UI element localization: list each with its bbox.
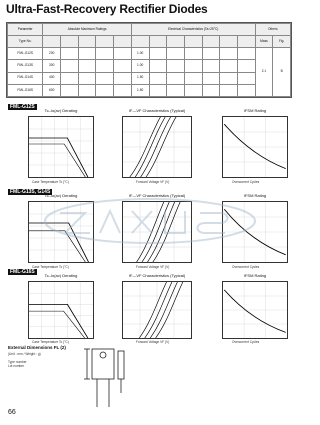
row-vrm-g13s: 300 xyxy=(43,60,61,72)
ext-note-type: Type number xyxy=(8,360,27,364)
others-header: Others xyxy=(255,24,290,36)
package-outline-drawing xyxy=(80,345,128,417)
row-tp-g14s: 1.50 xyxy=(131,72,149,84)
ext-dim-notes xyxy=(8,360,27,368)
vf-title-3: IF—VF Characteristics (Typical) xyxy=(128,273,186,278)
mass-header: Mass xyxy=(255,36,273,48)
ext-dim-title: External Dimensions FL (2) xyxy=(8,345,66,350)
vf-xlabel-3: Forward Voltage VF (V) xyxy=(136,340,170,344)
vf-xlabel-2: Forward Voltage VF (V) xyxy=(136,265,170,269)
fig-value: B xyxy=(273,48,291,97)
ifsm-title-3: IFSM Rating xyxy=(243,273,267,278)
row-type-g14s: FML-G14S xyxy=(8,72,43,84)
page-title: Ultra-Fast-Recovery Rectifier Diodes xyxy=(6,2,208,16)
derating-title-1: Tc–Io(av) Derating xyxy=(44,108,78,113)
row-tp-g16s: 1.50 xyxy=(131,84,149,96)
vf-title-1: IF—VF Characteristics (Typical) xyxy=(128,108,186,113)
derating-chart-1 xyxy=(28,108,94,184)
section-label-g13s-g14s: FML-G13S, G14S xyxy=(10,189,51,195)
ext-dim-unit: (Unit : mm / Weight : g) xyxy=(8,352,41,356)
derating-title-3: Tc–Io(av) Derating xyxy=(44,273,78,278)
spec-table xyxy=(6,22,292,98)
row-vrm-g16s: 600 xyxy=(43,84,61,96)
fig-header: Fig. xyxy=(273,36,291,48)
derating-chart-2 xyxy=(28,193,94,269)
row-type-g13s: FML-G13S xyxy=(8,60,43,72)
elec-char-header: Electrical Characteristics (Ta=25°C) xyxy=(131,24,255,36)
row-type-g16s: FML-G16S xyxy=(8,84,43,96)
ifsm-xlabel-2: Overcurrent Cycles xyxy=(232,265,260,269)
ext-note-lot: Lot number xyxy=(8,364,25,368)
row-tp-g13s: 1.00 xyxy=(131,60,149,72)
mass-value: 2.1 xyxy=(255,48,273,97)
vf-chart-3 xyxy=(122,273,192,344)
vf-xlabel-1: Forward Voltage VF (V) xyxy=(136,180,170,184)
derating-title-2: Tc–Io(av) Derating xyxy=(44,193,78,198)
page-number: 66 xyxy=(8,409,16,416)
section-label-g16s: FML-G16S xyxy=(10,269,35,275)
derating-xlabel-3: Case Temperature Tc (°C) xyxy=(32,340,69,344)
row-vrm-g12s: 200 xyxy=(43,48,61,60)
vf-title-2: IF—VF Characteristics (Typical) xyxy=(128,193,186,198)
vf-chart-1 xyxy=(122,108,192,184)
ifsm-title-2: IFSM Rating xyxy=(243,193,267,198)
ifsm-title-1: IFSM Rating xyxy=(243,108,267,113)
abs-max-header: Absolute Maximum Ratings xyxy=(43,24,131,36)
section-label-g12s: FML-G12S xyxy=(10,104,35,110)
param-header: Parameter xyxy=(8,24,43,36)
ifsm-chart-3 xyxy=(222,273,288,344)
ifsm-chart-2 xyxy=(222,193,288,269)
row-tp-g12s: 1.00 xyxy=(131,48,149,60)
derating-xlabel-2: Case Temperature Tc (°C) xyxy=(32,265,69,269)
derating-xlabel-1: Case Temperature Tc (°C) xyxy=(32,180,69,184)
row-type-g12s: FML-G12S xyxy=(8,48,43,60)
row-vrm-g14s: 400 xyxy=(43,72,61,84)
ifsm-xlabel-3: Overcurrent Cycles xyxy=(232,340,260,344)
derating-chart-3 xyxy=(28,273,94,344)
ifsm-xlabel-1: Overcurrent Cycles xyxy=(232,180,260,184)
ifsm-chart-1 xyxy=(222,108,288,184)
vf-chart-2 xyxy=(122,193,192,269)
type-no-header: Type No. xyxy=(8,36,43,48)
